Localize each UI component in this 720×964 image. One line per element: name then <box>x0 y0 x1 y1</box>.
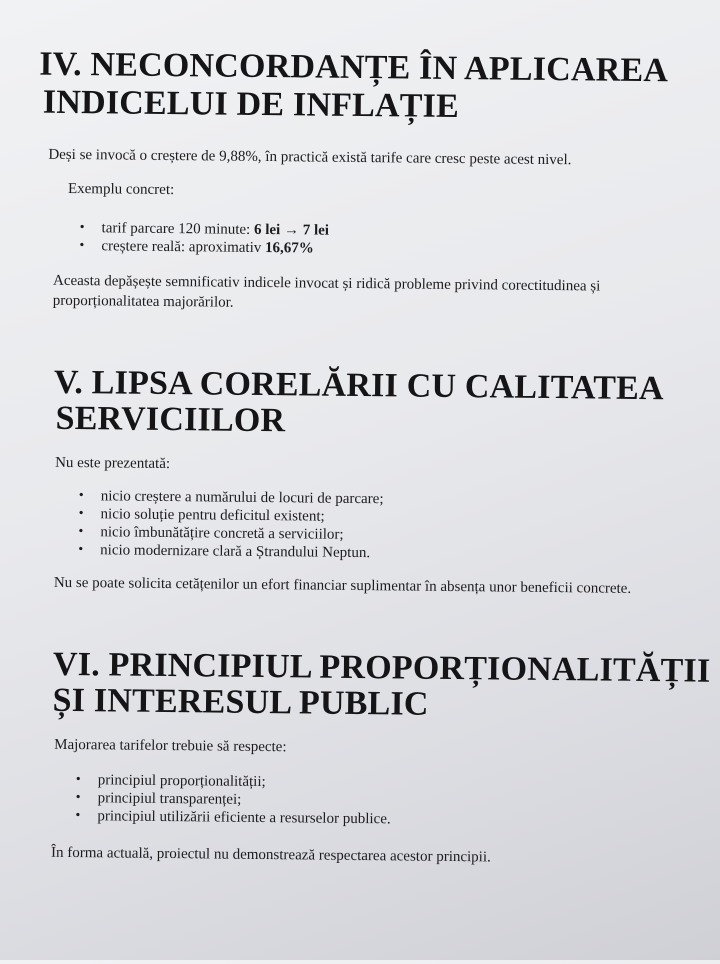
list-item: • principiul transparenței; <box>76 789 391 810</box>
section-5-heading-line-2: SERVICIILOR <box>55 399 286 440</box>
section-4-example-list <box>79 219 329 258</box>
section-4-intro: Deși se invocă o creștere de 9,88%, în practică există tarife care cresc peste acest nivel. <box>48 146 572 169</box>
list-item: • principiul proporționalității; <box>76 771 391 792</box>
section-6-list <box>75 771 391 828</box>
list-item: • principiul utilizării eficiente a resurselor publice. <box>75 807 390 828</box>
section-6-heading-line-1: VI. PRINCIPIUL PROPORȚIONALITĂȚII <box>52 645 711 690</box>
list-item: • nicio soluție pentru deficitul existent; <box>79 505 384 526</box>
list-item: • nicio creștere a numărului de locuri de parcare; <box>79 487 384 508</box>
section-5-intro: Nu este prezentată: <box>55 454 171 473</box>
list-item: • creștere reală: aproximativ 16,67% <box>79 237 329 258</box>
section-5-list <box>78 487 384 562</box>
section-5-heading-line-1: V. LIPSA CORELĂRII CU CALITATEA <box>53 363 664 408</box>
list-item: • nicio îmbunătățire concretă a serviciilor; <box>78 523 383 544</box>
section-4-heading-line-2: INDICELUI DE INFLAȚIE <box>42 83 460 126</box>
list-item: • tarif parcare 120 minute: 6 lei → 7 lei <box>80 219 330 240</box>
list-item: • nicio modernizare clară a Ștrandului Neptun. <box>78 541 383 562</box>
section-6-conclusion: În forma actuală, proiectul nu demonstrează respectarea acestor principii. <box>50 844 491 866</box>
section-6-intro: Majorarea tarifelor trebuie să respecte: <box>54 736 287 756</box>
section-4-conclusion: Aceasta depășește semnificativ indicele invocat și ridică probleme privind corectitudinea și proporționalitatea majorărilor. <box>52 272 601 311</box>
section-5-conclusion: Nu se poate solicita cetățenilor un efort financiar suplimentar în absența unor beneficii concrete. <box>53 574 632 597</box>
section-4-example-label: Exemplu concret: <box>67 180 175 199</box>
section-4-heading-line-1: IV. NECONCORDANȚE ÎN APLICAREA <box>39 45 669 90</box>
section-6-heading-line-2: ȘI INTERESUL PUBLIC <box>52 681 429 723</box>
